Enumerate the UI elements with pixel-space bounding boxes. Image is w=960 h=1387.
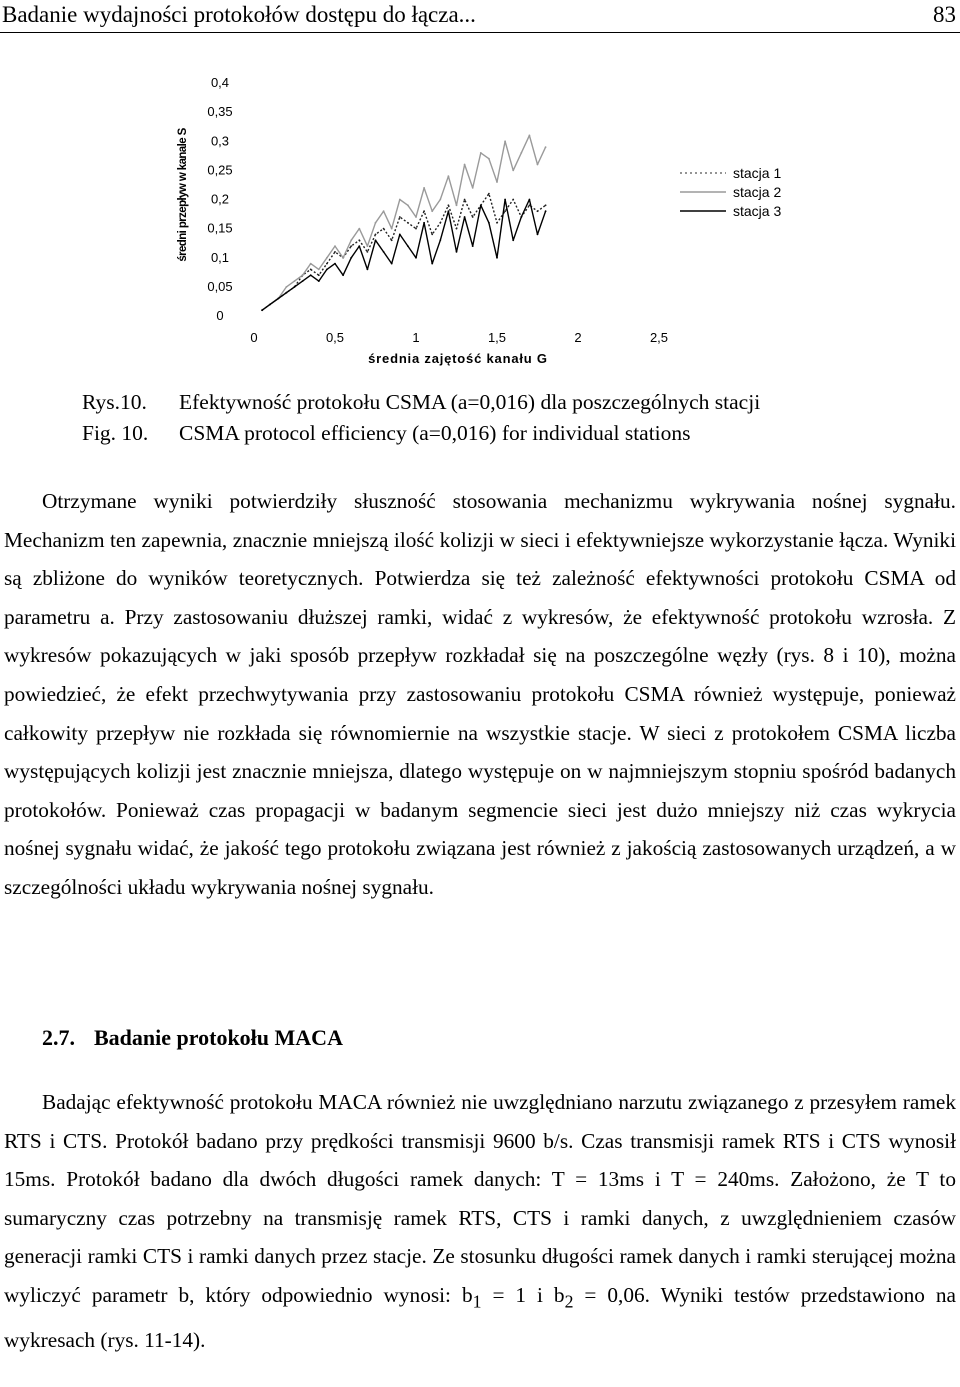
- series-1-point: [375, 234, 377, 236]
- series-1-point: [472, 216, 474, 218]
- series-3-point: [261, 309, 263, 311]
- series-3-point: [318, 280, 320, 282]
- series-3-point: [431, 263, 433, 265]
- series-3-point: [423, 222, 425, 224]
- series-1-point: [431, 234, 433, 236]
- series-2-point: [407, 204, 409, 206]
- series-1-point: [318, 274, 320, 276]
- caption-pl-label: Rys.10.: [82, 390, 147, 414]
- series-2-point: [294, 280, 296, 282]
- series-1-point: [334, 251, 336, 253]
- series-1-point: [504, 210, 506, 212]
- series-3-point: [334, 263, 336, 265]
- paragraph-results: Otrzymane wyniki potwierdziły słuszność stosowania mechanizmu wykrywania nośnej sygnału. Mechanizm ten zapewnia, znacznie mniejszą ilość kolizji w sieci i efektywniejsze wykorzystanie łącza. Wyniki są zbliżone do wyników teoretycznych. Potwierdza się też zależność efektywności protokołu CSMA od parametru a. Przy zastosowaniu dłuższej ramki, widać z wykresów, że efektywność protokołu wzrosła. Z wykresów pokazujących w jaki sposób przepływ rozkładał się na poszczególne węzły (rys. 8 i 10), można powiedzieć, że efekt przechwytywania przy zastosowaniu protokołu CSMA również występuje, ponieważ całkowity przepływ nie rozkłada się równomiernie na wszystkie stacje. W sieci z protokołem CSMA liczba występujących kolizji jest znacznie mniejsza, dlatego występuje on w najmniejszym stopniu spośród badanych protokołów. Ponieważ czas propagacji w badanym segmencie sieci jest dużo mniejszy niż czas wykrycia nośnej sygnału widać, że jakość tego protokołu związana jest również z jakością zastosowanych urządzeń, a w szczególności układu wykrywania nośnej sygnału.: [4, 489, 956, 899]
- series-1-point: [512, 199, 514, 201]
- series-line-3: [262, 200, 545, 311]
- x-tick-label: 0: [250, 330, 258, 345]
- section-number: 2.7.: [42, 1025, 75, 1050]
- series-1-point: [399, 216, 401, 218]
- x-tick-label: 0,5: [325, 330, 345, 345]
- series-2-point: [545, 146, 547, 148]
- series-2-point: [520, 152, 522, 154]
- series-3-point: [472, 245, 474, 247]
- series-3-point: [464, 216, 466, 218]
- series-2-point: [391, 228, 393, 230]
- y-tick-label: 0,3: [210, 133, 230, 149]
- caption-en-text: CSMA protocol efficiency (a=0,016) for individual stations: [179, 421, 691, 445]
- x-tick-label: 2,5: [649, 330, 669, 345]
- series-3-point: [415, 257, 417, 259]
- y-tick-label: 0,15: [207, 220, 233, 236]
- series-1-point: [391, 239, 393, 241]
- series-line-2: [262, 135, 545, 310]
- series-3-point: [529, 199, 531, 201]
- series-3-point: [545, 210, 547, 212]
- series-3-point: [391, 263, 393, 265]
- series-2-point: [529, 135, 531, 137]
- series-2-point: [318, 269, 320, 271]
- series-3-point: [439, 239, 441, 241]
- series-2-point: [448, 175, 450, 177]
- series-3-point: [496, 257, 498, 259]
- series-2-point: [496, 181, 498, 183]
- series-1-point: [407, 222, 409, 224]
- y-axis-ticks: [207, 75, 232, 323]
- series-2-point: [488, 158, 490, 160]
- series-1-point: [415, 228, 417, 230]
- series-1-point: [439, 222, 441, 224]
- x-axis-ticks: [250, 330, 668, 345]
- series-1-point: [537, 210, 539, 212]
- series-3-point: [302, 280, 304, 282]
- paragraph-maca-part3: = 0,06. Wyniki testów przedstawiono na wykresach (rys. 11-14).: [4, 1282, 956, 1352]
- series-3-point: [326, 269, 328, 271]
- series-1-point: [350, 245, 352, 247]
- series-3-point: [286, 292, 288, 294]
- page-number: 83: [933, 2, 956, 27]
- series-1-point: [464, 199, 466, 201]
- paragraph-maca-part2: = 1 i b: [481, 1282, 565, 1307]
- series-1-point: [496, 222, 498, 224]
- series-1-point: [367, 251, 369, 253]
- series-3-point: [375, 239, 377, 241]
- series-2-point: [342, 257, 344, 259]
- series-1-point: [358, 239, 360, 241]
- series-2-point: [431, 210, 433, 212]
- y-tick-label: 0,1: [210, 249, 230, 265]
- series-1-point: [488, 193, 490, 195]
- subscript-1: 1: [472, 1291, 482, 1312]
- series-2-point: [286, 286, 288, 288]
- series-3-point: [277, 298, 279, 300]
- caption-en-label: Fig. 10.: [82, 421, 149, 445]
- series-2-point: [326, 257, 328, 259]
- series-3-point: [488, 222, 490, 224]
- series-3-point: [358, 245, 360, 247]
- series-2-point: [537, 164, 539, 166]
- series-1-point: [383, 228, 385, 230]
- series-3-point: [504, 199, 506, 201]
- series-1-point: [545, 204, 547, 206]
- series-3-point: [367, 269, 369, 271]
- series-2-point: [383, 210, 385, 212]
- series-3-point: [537, 234, 539, 236]
- series-2-point: [310, 263, 312, 265]
- series-1-point: [423, 210, 425, 212]
- y-tick-label: 0: [216, 308, 224, 323]
- series-3-point: [520, 216, 522, 218]
- x-tick-label: 2: [574, 330, 582, 345]
- throughput-chart: [0, 50, 960, 380]
- paragraph-maca: [4, 1083, 956, 1359]
- running-header-title: Badanie wydajności protokołów dostępu do łącza...: [2, 2, 476, 27]
- section-heading: [42, 1025, 343, 1051]
- series-3-point: [294, 286, 296, 288]
- series-1-point: [310, 269, 312, 271]
- series-2-point: [350, 239, 352, 241]
- y-tick-label: 0,35: [207, 104, 233, 120]
- series-1-point: [456, 228, 458, 230]
- series-2-point: [302, 274, 304, 276]
- series-2-point: [480, 152, 482, 154]
- series-3-point: [399, 234, 401, 236]
- y-tick-label: 0,25: [207, 162, 233, 178]
- series-2-point: [399, 199, 401, 201]
- series-2-point: [423, 187, 425, 189]
- y-tick-label: 0,2: [210, 191, 230, 207]
- series-3-point: [310, 274, 312, 276]
- series-2-point: [464, 164, 466, 166]
- caption-pl-text: Efektywność protokołu CSMA (a=0,016) dla poszczególnych stacji: [179, 390, 761, 414]
- running-header: [0, 0, 960, 33]
- legend: [674, 155, 800, 231]
- y-axis-label: średni przepływ w kanale S: [177, 128, 189, 262]
- series-3-point: [456, 251, 458, 253]
- y-tick-label: 0,05: [207, 278, 233, 294]
- series-1-point: [448, 204, 450, 206]
- x-axis-label: średnia zajętość kanału G: [368, 351, 548, 366]
- legend-label-stacja-3: stacja 3: [733, 203, 782, 219]
- series-3-point: [350, 257, 352, 259]
- series-3-point: [480, 204, 482, 206]
- series-2-point: [456, 204, 458, 206]
- legend-label-stacja-2: stacja 2: [733, 184, 782, 200]
- x-tick-label: 1: [412, 330, 420, 345]
- y-tick-label: 0,4: [210, 75, 230, 90]
- legend-label-stacja-1: stacja 1: [733, 165, 782, 181]
- series-1-point: [326, 263, 328, 265]
- series-3-point: [448, 210, 450, 212]
- series-lines: [261, 135, 546, 312]
- series-3-point: [342, 274, 344, 276]
- series-2-point: [439, 199, 441, 201]
- subscript-2: 2: [564, 1291, 574, 1312]
- series-2-point: [472, 187, 474, 189]
- series-3-point: [383, 251, 385, 253]
- series-2-point: [358, 228, 360, 230]
- series-2-point: [415, 216, 417, 218]
- series-2-point: [375, 222, 377, 224]
- section-title: Badanie protokołu MACA: [94, 1025, 343, 1050]
- x-tick-label: 1,5: [487, 330, 507, 345]
- paragraph-maca-part1: Badając efektywność protokołu MACA również nie uwzględniano narzutu związanego z przesyłem ramek RTS i CTS. Protokół badano przy prędkości transmisji 9600 b/s. Czas transmisji ramek RTS i CTS wynosił 15ms. Protokół badano dla dwóch długości ramek danych: T = 13ms i T = 240ms. Założono, że T to sumaryczny czas potrzebny na transmisję ramek RTS, CTS i ramki danych, z uwzględnieniem czasów generacji ramki CTS i ramki danych przez stacje. Ze stosunku długości ramek danych i ramki sterującej można wyliczyć parametr b, który odpowiednio wynosi: b: [4, 1090, 956, 1307]
- series-2-point: [334, 245, 336, 247]
- series-3-point: [512, 239, 514, 241]
- series-2-point: [367, 245, 369, 247]
- series-3-point: [269, 303, 271, 305]
- series-2-point: [512, 170, 514, 172]
- series-2-point: [504, 140, 506, 142]
- series-3-point: [407, 245, 409, 247]
